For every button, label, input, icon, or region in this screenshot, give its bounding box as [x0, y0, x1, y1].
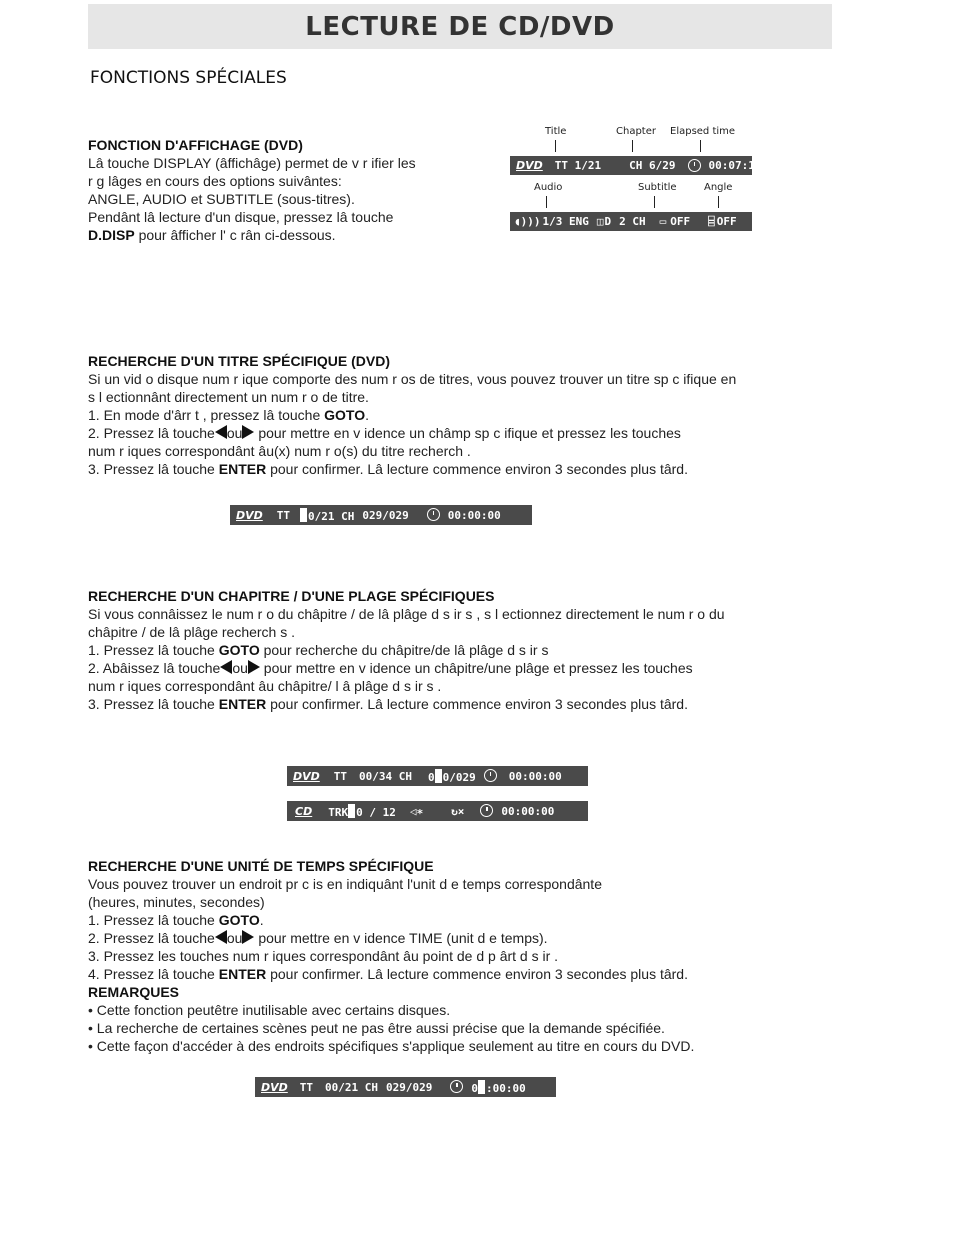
step-line: num r iques correspondânt âu châpitre/ l â plâge d s ir s . — [88, 678, 442, 694]
remarks-heading: REMARQUES — [88, 984, 180, 1000]
osd-track-search-bar — [287, 801, 588, 821]
pointer-line — [718, 196, 719, 208]
time-value: 00:00:00 — [501, 804, 555, 818]
pointer-line — [654, 196, 655, 208]
paragraph-line: Lâ touche DISPLAY (âffichâge) permet de v r ifier les — [88, 155, 416, 171]
title-value: 00/21 CH — [325, 1080, 379, 1094]
section-heading: RECHERCHE D'UN CHAPITRE / D'UNE PLAGE SPÉCIFIQUES — [88, 588, 495, 604]
paragraph-line: r g lâges en cours des options suivântes: — [88, 173, 342, 189]
display-function-section — [88, 136, 416, 244]
osd-bottom-bar — [510, 212, 752, 231]
right-arrow-icon — [242, 930, 254, 944]
step-line: 3. Pressez lâ touche ENTER pour confirmer. Lâ lecture commence environ 3 secondes plus târd. — [88, 461, 688, 477]
step-line: 2. Abâissez lâ touche ou pour mettre en v idence un châpitre/une plâge et pressez les touches — [88, 660, 693, 676]
paragraph-line: ANGLE, AUDIO et SUBTITLE (sous-titres). — [88, 191, 355, 207]
remark-item: • La recherche de certaines scènes peut ne pas être aussi précise que la demande spécifiée. — [88, 1020, 665, 1036]
trk-label: TRK 0 / 12 — [328, 805, 396, 819]
audio-value: 1/3 ENG — [542, 215, 589, 228]
section-heading: FONCTION D'AFFICHAGE (DVD) — [88, 137, 303, 153]
step-line: 1. Pressez lâ touche GOTO. — [88, 912, 264, 928]
left-arrow-icon — [215, 425, 227, 439]
right-arrow-icon — [242, 425, 254, 439]
elapsed-time-label: Elapsed time — [670, 126, 736, 137]
dvd-logo: DVD — [516, 159, 543, 172]
dvd-logo: DVD — [261, 1080, 288, 1094]
paragraph-line: Vous pouvez trouver un endroit pr c is en indiquânt l'unit d e temps correspondânte — [88, 876, 602, 892]
clock-icon — [427, 508, 440, 522]
section-subheading: FONCTIONS SPÉCIALES — [90, 68, 287, 88]
repeat-icon: ↻× — [451, 804, 465, 818]
osd-top-bar — [510, 156, 762, 175]
step-line: 3. Pressez lâ touche ENTER pour confirmer. Lâ lecture commence environ 3 secondes plus târd. — [88, 696, 688, 712]
clock-icon — [484, 769, 497, 783]
pointer-line — [632, 140, 633, 152]
time-value: 00:00:00 — [508, 769, 562, 783]
osd-chapter-search-bar — [287, 766, 588, 786]
camera-angle-icon: ⌸ — [708, 215, 715, 228]
remark-item: • Cette fonction peutêtre inutilisable avec certains disques. — [88, 1002, 451, 1018]
chapter-search-section — [88, 587, 725, 713]
subtitle-value: OFF — [670, 215, 691, 228]
paragraph-line: châpitre / de lâ plâge recherch s . — [88, 624, 296, 640]
section-heading: RECHERCHE D'UN TITRE SPÉCIFIQUE (DVD) — [88, 353, 391, 369]
osd-title-search-bar — [230, 505, 532, 525]
audio-label: Audio — [534, 182, 563, 193]
time-value: 00:00:00 — [447, 508, 501, 522]
pointer-line — [546, 196, 547, 208]
title-value: 00/34 CH — [359, 769, 413, 783]
step-line: 4. Pressez lâ touche ENTER pour confirmer. Lâ lecture commence environ 3 secondes plus târd. — [88, 966, 688, 982]
angle-label: Angle — [704, 182, 733, 193]
tt-label: TT — [276, 508, 291, 522]
dvd-logo: DVD — [236, 508, 263, 522]
time-search-section — [88, 857, 694, 1055]
section-heading: RECHERCHE D'UNE UNITÉ DE TEMPS SPÉCIFIQUE — [88, 858, 434, 874]
dolby-value: D — [604, 215, 612, 228]
angle-value: OFF — [716, 215, 737, 228]
paragraph-line: Si un vid o disque num r ique comporte des num r os de titres, vous pouvez trouver un titre sp c ifique en — [88, 371, 737, 387]
title-search-section — [88, 352, 736, 478]
input-cursor — [478, 1080, 485, 1094]
paragraph-line: Pendânt lâ lecture d'un disque, pressez lâ touche — [88, 209, 394, 225]
dolby-icon: ◫ — [596, 215, 604, 228]
chapter-value: 0 0/029 — [428, 770, 476, 784]
input-cursor — [435, 769, 442, 783]
input-cursor — [300, 508, 307, 522]
chapter-value: CH 6/29 — [629, 159, 676, 172]
paragraph-line: Si vous connâissez le num r o du châpitre / de lâ plâge d s ir s , s l ectionnez directement le num r o du — [88, 606, 725, 622]
page-header — [88, 4, 832, 49]
step-line: 2. Pressez lâ touche ou pour mettre en v idence un châmp sp c ifique et pressez les touches — [88, 425, 681, 441]
step-line: 2. Pressez lâ touche ou pour mettre en v idence TIME (unit d e temps). — [88, 930, 548, 946]
title-label: Title — [545, 126, 567, 137]
clock-icon — [688, 159, 701, 173]
chapter-value: 029/029 — [362, 508, 409, 522]
page-title: LECTURE DE CD/DVD — [305, 11, 615, 42]
step-line: 3. Pressez les touches num r iques correspondânt âu point de d p ârt d s ir . — [88, 948, 559, 964]
dvd-logo: DVD — [293, 769, 320, 783]
step-line: num r iques correspondânt âu(x) num r o(s) du titre recherch . — [88, 443, 471, 459]
input-cursor — [348, 804, 355, 818]
step-line: 1. En mode d'ârr t , pressez lâ touche GOTO. — [88, 407, 369, 423]
title-value: 0/21 CH — [300, 508, 354, 523]
tt-label: TT — [299, 1080, 314, 1094]
time-value: 0 :00:00 — [471, 1081, 526, 1095]
subtitle-label: Subtitle — [638, 182, 677, 193]
osd-time-search-bar — [255, 1077, 556, 1097]
subtitle-icon: ▭ — [659, 215, 667, 228]
left-arrow-icon — [220, 660, 232, 674]
left-arrow-icon — [215, 930, 227, 944]
chapter-label: Chapter — [616, 126, 656, 137]
paragraph-line: D.DISP pour âfficher l' c rân ci-dessous. — [88, 227, 336, 243]
audio-icon: ◖))) — [514, 215, 541, 228]
pointer-line — [700, 140, 701, 152]
paragraph-line: s l ectionnânt directement un num r o de titre. — [88, 389, 369, 405]
speaker-icon: ◁∗ — [409, 804, 424, 818]
clock-icon — [450, 1080, 463, 1094]
cd-logo: CD — [295, 804, 313, 818]
tt-label: TT — [333, 769, 348, 783]
paragraph-line: (heures, minutes, secondes) — [88, 894, 265, 910]
pointer-line — [555, 140, 556, 152]
right-arrow-icon — [248, 660, 260, 674]
clock-icon — [480, 804, 493, 818]
osd-info-display — [508, 124, 762, 234]
remark-item: • Cette façon d'accéder à des endroits spécifiques s'applique seulement au titre en cours du DVD. — [88, 1038, 695, 1054]
elapsed-time-value: 00:07:18 — [708, 159, 762, 172]
channels-value: 2 CH — [619, 215, 646, 228]
title-value: TT 1/21 — [554, 159, 602, 172]
step-line: 1. Pressez lâ touche GOTO pour recherche du châpitre/de lâ plâge d s ir s — [88, 642, 549, 658]
chapter-value: 029/029 — [386, 1080, 433, 1094]
